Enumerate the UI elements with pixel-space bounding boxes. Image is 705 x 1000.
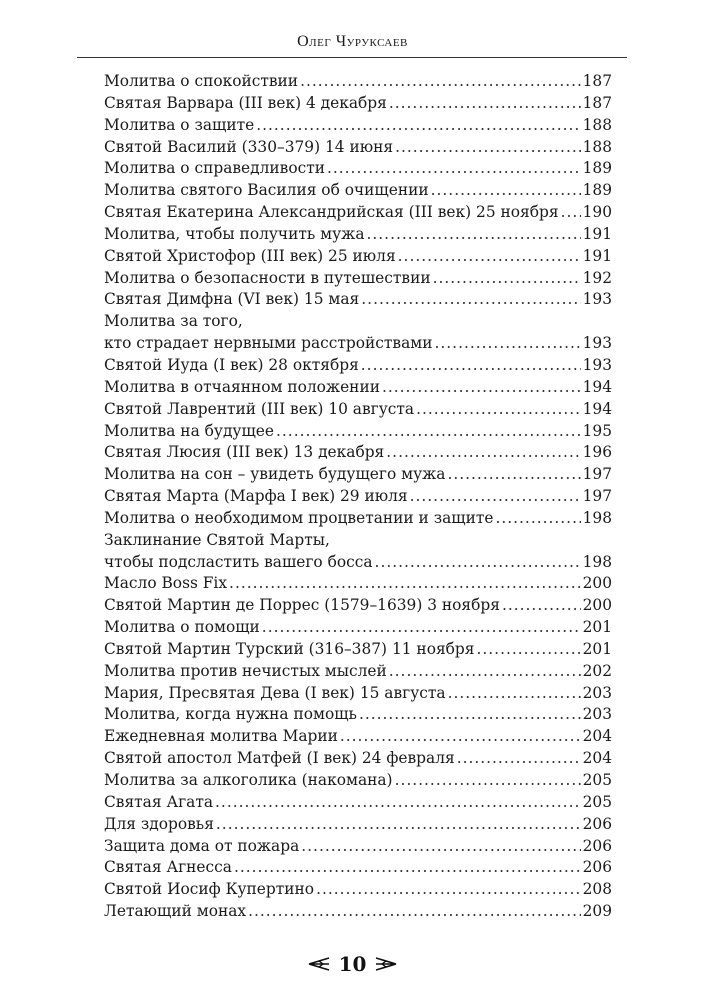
toc-entry: [104, 617, 612, 639]
toc-entry-title: Святой Христофор (III век) 25 июля: [104, 246, 396, 265]
toc-entry-title: Святой Мартин де Поррес (1579–1639) 3 ноября: [104, 596, 500, 615]
toc-dot-leader: [389, 93, 581, 115]
toc-entry-title: Молитва против нечистых мыслей: [104, 661, 387, 680]
toc-entry-title: Молитва, когда нужна помощь: [104, 705, 357, 724]
toc-entry-page: 188: [582, 137, 612, 156]
toc-entry-title: Святой апостол Матфей (I век) 24 февраля: [104, 749, 455, 768]
toc-dot-leader: [457, 748, 581, 770]
toc-entry: [104, 399, 612, 421]
page-folio: [0, 952, 705, 976]
toc-dot-leader: [410, 486, 581, 508]
toc-entry: [104, 508, 612, 530]
toc-entry-page: 194: [582, 377, 612, 396]
toc-dot-leader: [382, 377, 581, 399]
toc-entry-page: 208: [582, 880, 612, 899]
toc-entry-title: Молитва о помощи: [104, 618, 260, 637]
toc-dot-leader: [276, 421, 581, 443]
toc-entry: [104, 879, 612, 901]
toc-entry-page: 188: [582, 115, 612, 134]
toc-entry-title: чтобы подсластить вашего босса: [104, 552, 373, 571]
toc-dot-leader: [448, 683, 581, 705]
toc-entry: [104, 726, 612, 748]
toc-entry: [104, 137, 612, 159]
toc-entry-page: 187: [582, 72, 612, 90]
toc-entry-title: Защита дома от пожара: [104, 836, 300, 855]
toc-entry-page: 201: [582, 639, 612, 658]
toc-entry-title: кто страдает нервными расстройствами: [104, 334, 433, 353]
toc-entry: [104, 311, 612, 333]
toc-entry: [104, 202, 612, 224]
toc-entry: [104, 704, 612, 726]
toc-entry-page: 197: [582, 465, 612, 484]
toc-entry-page: 206: [582, 814, 612, 833]
toc-entry-page: 198: [582, 552, 612, 571]
toc-entry: [104, 573, 612, 595]
toc-entry: [104, 377, 612, 399]
toc-dot-leader: [216, 814, 581, 836]
toc-entry: [104, 115, 612, 137]
toc-dot-leader: [262, 617, 581, 639]
toc-dot-leader: [398, 246, 581, 268]
toc-entry: [104, 158, 612, 180]
toc-entry-title: Молитва в отчаянном положении: [104, 377, 380, 396]
toc-entry-page: 194: [582, 399, 612, 418]
toc-dot-leader: [256, 115, 580, 137]
toc-entry-page: 189: [582, 159, 612, 178]
toc-entry-page: 206: [582, 836, 612, 855]
toc-entry: [104, 639, 612, 661]
toc-entry-page: 203: [582, 705, 612, 724]
toc-dot-leader: [229, 573, 581, 595]
running-header-author: Олег Чуруксаев: [297, 33, 408, 50]
toc-entry: [104, 814, 612, 836]
toc-entry-title: Молитва за алкоголика (накомана): [104, 771, 393, 789]
toc-entry-page: 189: [582, 181, 612, 200]
toc-entry-page: 204: [582, 727, 612, 746]
ornament-left-icon: [307, 956, 331, 972]
toc-entry-title: Святой Василий (330–379) 14 июня: [104, 137, 394, 156]
toc-dot-leader: [215, 792, 581, 814]
toc-entry-title: Святая Варвара (III век) 4 декабря: [104, 93, 387, 112]
toc-entry-page: 191: [582, 246, 612, 265]
toc-entry: [104, 421, 612, 443]
toc-entry-page: 198: [582, 508, 612, 527]
toc-entry-title: Молитва о спокойствии: [104, 72, 299, 90]
toc-entry: [104, 683, 612, 705]
toc-entry-page: 193: [582, 334, 612, 353]
toc-dot-leader: [435, 333, 581, 355]
toc-entry-title: Для здоровья: [104, 814, 214, 833]
toc-dot-leader: [416, 399, 581, 421]
toc-entry-page: 191: [582, 224, 612, 243]
toc-entry-page: 195: [582, 421, 612, 440]
toc-dot-leader: [495, 508, 580, 530]
toc-dot-leader: [431, 180, 581, 202]
toc-entry-title: Молитва о защите: [104, 115, 255, 134]
toc-entry-page: 204: [582, 749, 612, 768]
toc-entry-title: Святая Агнесса: [104, 858, 232, 877]
toc-entry-page: 197: [582, 487, 612, 506]
toc-dot-leader: [477, 639, 581, 661]
toc-dot-leader: [386, 442, 580, 464]
toc-entry-page: 192: [582, 268, 612, 287]
page-number: 10: [338, 952, 367, 976]
toc-entry-title: Святой Иосиф Купертино: [104, 880, 315, 899]
toc-entry: [104, 836, 612, 858]
toc-entry-page: 201: [582, 618, 612, 637]
toc-dot-leader: [375, 552, 581, 574]
toc-entry-title: Молитва о справедливости: [104, 159, 325, 178]
toc-entry-title: Святой Лаврентий (III век) 10 августа: [104, 399, 415, 418]
header-rule: [77, 57, 627, 58]
toc-dot-leader: [395, 770, 581, 792]
toc-entry: [104, 355, 612, 377]
toc-entry-page: 205: [582, 792, 612, 811]
toc-dot-leader: [234, 857, 581, 879]
toc-entry: [104, 748, 612, 770]
toc-entry-page: 190: [582, 203, 612, 222]
toc-dot-leader: [433, 268, 581, 290]
toc-entry: [104, 486, 612, 508]
toc-entry-page: 203: [582, 683, 612, 702]
toc-entry-page: 196: [582, 443, 612, 462]
toc-entry: [104, 901, 612, 923]
toc-entry-page: 193: [582, 355, 612, 374]
toc-entry-page: 200: [582, 574, 612, 593]
toc-entry-title: Мария, Пресвятая Дева (I век) 15 августа: [104, 683, 446, 702]
toc-dot-leader: [389, 661, 581, 683]
toc-entry: [104, 180, 612, 202]
toc-entry: [104, 93, 612, 115]
toc-entry-page: 206: [582, 858, 612, 877]
toc-entry-page: 187: [582, 93, 612, 112]
toc-dot-leader: [359, 704, 581, 726]
toc-entry-page: 205: [582, 771, 612, 789]
toc-entry-page: 209: [582, 902, 612, 921]
toc-entry-title: Молитва, чтобы получить мужа: [104, 224, 365, 243]
toc-entry: [104, 71, 612, 93]
toc-entry-title: Святой Иуда (I век) 28 октября: [104, 355, 359, 374]
toc-dot-leader: [447, 464, 580, 486]
toc-dot-leader: [248, 901, 581, 923]
toc-dot-leader: [361, 355, 581, 377]
toc-entry-title: Святая Екатерина Александрийская (III век) 25 ноября: [104, 203, 559, 222]
toc-dot-leader: [395, 137, 581, 159]
toc-entry: [104, 333, 612, 355]
toc-entry: [104, 530, 612, 552]
toc-entry-page: 202: [582, 661, 612, 680]
toc-dot-leader: [367, 224, 581, 246]
toc-entry-title: Летающий монах: [104, 902, 247, 921]
toc-entry-title: Молитва на сон – увидеть будущего мужа: [104, 465, 446, 484]
toc-entry: [104, 268, 612, 290]
toc-entry-title: Молитва о безопасности в путешествии: [104, 268, 431, 287]
toc-dot-leader: [502, 595, 581, 617]
toc-entry-title: Ежедневная молитва Марии: [104, 727, 338, 746]
toc-entry-title: Молитва о необходимом процветании и защите: [104, 508, 494, 527]
toc-dot-leader: [327, 158, 581, 180]
toc-dot-leader: [300, 71, 581, 93]
toc-entry: [104, 464, 612, 486]
ornament-right-icon: [374, 956, 398, 972]
toc-entry: [104, 661, 612, 683]
toc-dot-leader: [316, 879, 581, 901]
toc-entry: [104, 595, 612, 617]
toc-dot-leader: [340, 726, 581, 748]
toc-dot-leader: [361, 289, 580, 311]
toc-entry: [104, 552, 612, 574]
toc-entry: [104, 770, 612, 792]
toc-entry-title: Святая Люсия (III век) 13 декабря: [104, 443, 385, 462]
toc-entry-title: Масло Boss Fix: [104, 574, 228, 593]
toc-entry-title: Заклинание Святой Марты,: [104, 530, 330, 549]
toc-entry-title: Святая Марта (Марфа I век) 29 июля: [104, 487, 408, 506]
toc-entry: [104, 289, 612, 311]
toc-entry: [104, 224, 612, 246]
toc-entry-page: 200: [582, 596, 612, 615]
toc-entry: [104, 246, 612, 268]
toc-entry: [104, 857, 612, 879]
toc-entry: [104, 442, 612, 464]
toc-entry-title: Святой Мартин Турский (316–387) 11 ноября: [104, 639, 475, 658]
toc-entry-title: Молитва святого Василия об очищении: [104, 181, 429, 200]
toc-entry-title: Святая Агата: [104, 792, 214, 811]
toc-dot-leader: [301, 836, 580, 858]
toc-entry-title: Святая Димфна (VI век) 15 мая: [104, 290, 360, 309]
table-of-contents: [104, 71, 612, 923]
toc-entry: [104, 792, 612, 814]
toc-entry-title: Молитва за того,: [104, 312, 243, 331]
toc-dot-leader: [561, 202, 581, 224]
toc-entry-page: 193: [582, 290, 612, 309]
toc-entry-title: Молитва на будущее: [104, 421, 275, 440]
